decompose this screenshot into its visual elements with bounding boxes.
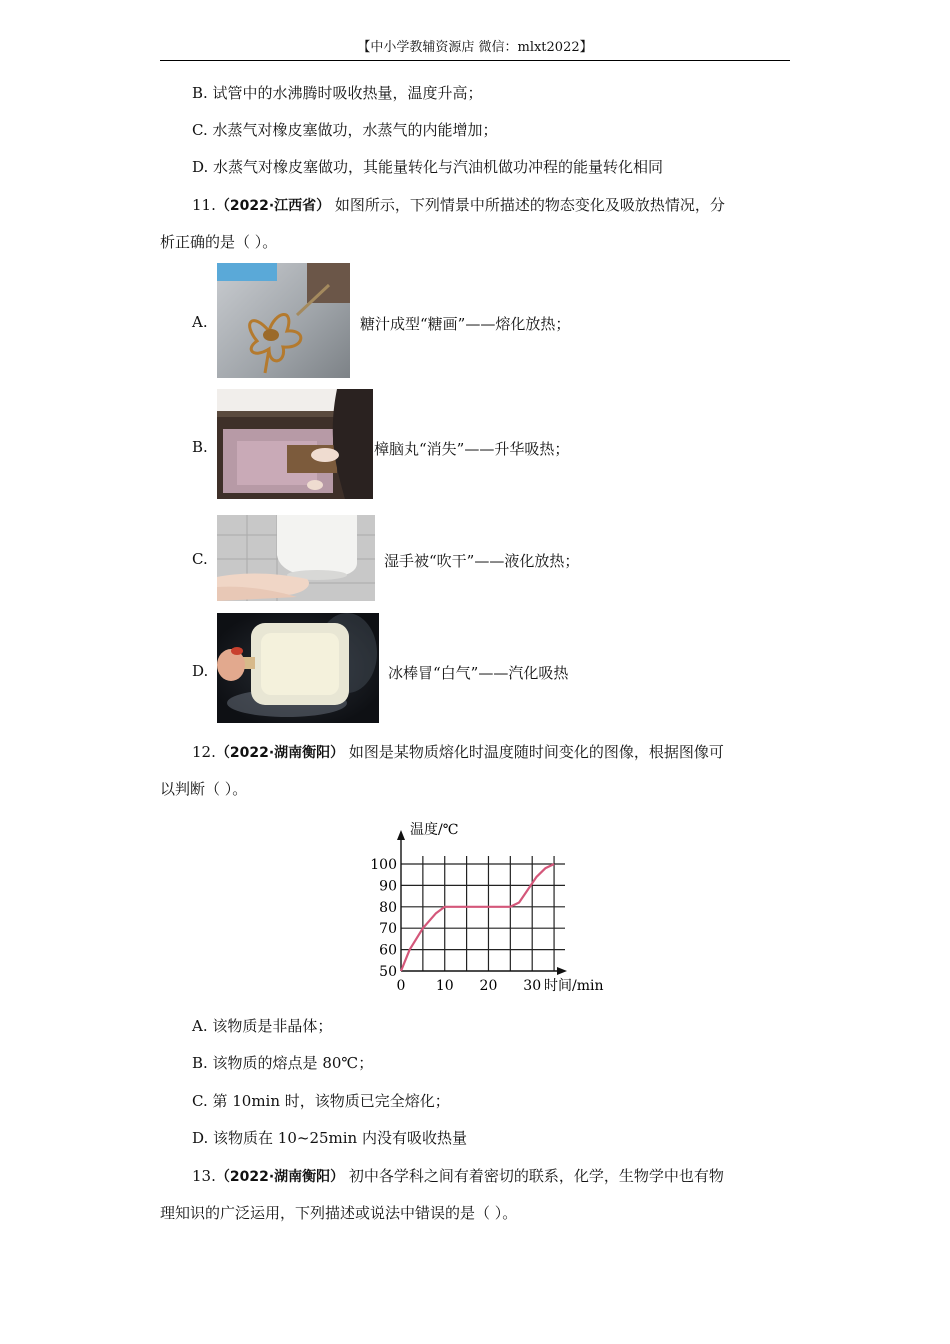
y-tick-label: 80 <box>379 899 397 916</box>
y-axis-arrow <box>397 830 405 840</box>
question-11-stem <box>192 194 725 215</box>
q11-option-a-letter: A. <box>192 313 208 331</box>
q11-option-d-letter: D. <box>192 662 209 680</box>
q12-option-b: B. 该物质的熔点是 80℃； <box>192 1054 374 1072</box>
page-header: 【中小学教辅资源店 微信：mlxt2022】 <box>357 40 593 55</box>
popsicle-image <box>217 613 379 723</box>
prev-option-d: D. 水蒸气对橡皮塞做功，其能量转化与汽油机做功冲程的能量转化相同 <box>192 158 664 176</box>
question-13-stem-cont: 理知识的广泛运用，下列描述或说法中错误的是（ ）。 <box>160 1204 518 1222</box>
prev-option-b: B. 试管中的水沸腾时吸收热量，温度升高； <box>192 84 483 102</box>
x-tick-label: 10 <box>435 978 454 994</box>
x-tick-label: 30 <box>523 978 542 994</box>
x-tick-label: 0 <box>396 978 406 994</box>
prev-option-c: C. 水蒸气对橡皮塞做功，水蒸气的内能增加； <box>192 121 498 139</box>
chart-curve <box>401 864 554 971</box>
q11-option-d-caption: 冰棒冒“白气”——汽化吸热 <box>388 664 569 682</box>
temperature-curve <box>401 864 554 971</box>
question-text: 初中各学科之间有着密切的联系，化学，生物学中也有物 <box>344 1167 724 1185</box>
x-axis-label: 时间/min <box>544 978 604 994</box>
q11-option-b-caption-text: 樟脑丸“消失”——升华吸热； <box>374 440 570 458</box>
question-source: （2022·江西省） <box>215 198 331 214</box>
sugar-painting-image <box>217 263 350 378</box>
question-source: （2022·湖南衡阳） <box>215 745 345 761</box>
question-text: 如图是某物质熔化时温度随时间变化的图像，根据图像可 <box>344 743 724 761</box>
x-tick-label: 20 <box>479 978 498 994</box>
question-11-stem-cont: 析正确的是（ ）。 <box>160 233 278 251</box>
q12-option-c: C. 第 10min 时，该物质已完全熔化； <box>192 1092 450 1110</box>
q11-option-a-caption: 糖汁成型“糖画”——熔化放热； <box>360 315 571 333</box>
camphor-drawer-image <box>217 389 373 499</box>
temperature-time-chart <box>360 814 620 996</box>
chart-ticks <box>370 857 541 994</box>
question-12-stem <box>192 741 724 762</box>
x-axis-arrow <box>557 967 567 975</box>
q12-option-d: D. 该物质在 10~25min 内没有吸收热量 <box>192 1129 467 1147</box>
question-number: 13. <box>192 1167 216 1185</box>
q11-option-c-letter: C. <box>192 550 208 568</box>
question-number: 12. <box>192 743 216 761</box>
y-tick-label: 60 <box>379 942 397 959</box>
q11-option-b-letter: B. <box>192 438 208 456</box>
y-axis-label: 温度/℃ <box>410 822 459 838</box>
question-13-stem <box>192 1165 724 1186</box>
y-tick-label: 50 <box>379 964 397 980</box>
q12-option-a: A. 该物质是非晶体； <box>192 1017 333 1035</box>
question-text: 如图所示，下列情景中所描述的物态变化及吸放热情况，分 <box>330 196 725 214</box>
y-tick-label: 70 <box>379 921 397 938</box>
question-number: 11. <box>192 196 216 214</box>
hand-dryer-image <box>217 515 375 601</box>
q11-option-c-caption: 湿手被“吹干”——液化放热； <box>384 552 580 570</box>
y-tick-label: 100 <box>370 857 397 873</box>
y-tick-label: 90 <box>379 878 397 895</box>
question-source: （2022·湖南衡阳） <box>215 1169 345 1185</box>
header-divider <box>160 60 790 61</box>
question-12-stem-cont: 以判断（ ）。 <box>160 780 248 798</box>
